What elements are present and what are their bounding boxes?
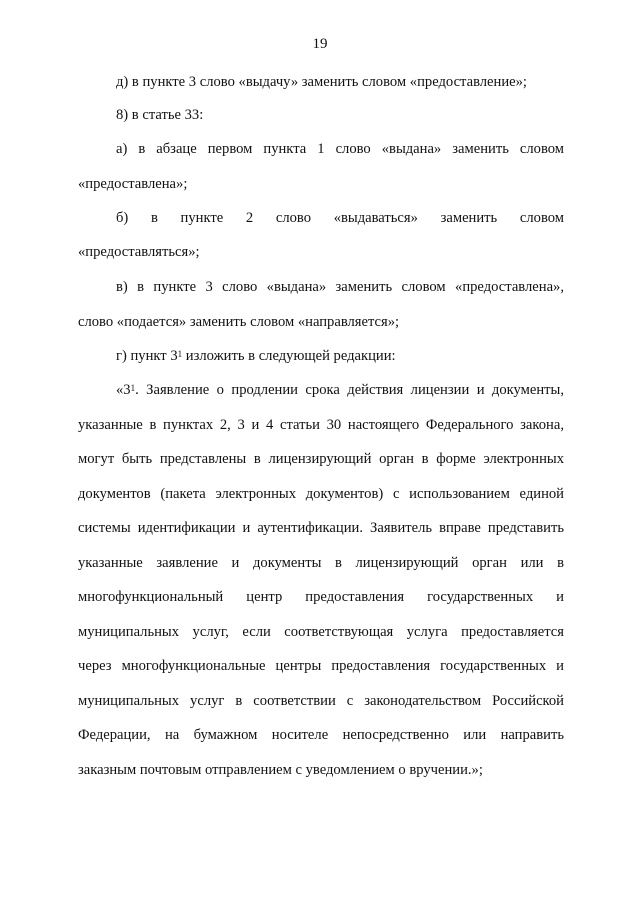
text-line: документов (пакета электронных документов) с использованием единой	[78, 486, 564, 502]
text-fragment: изложить в следующей редакции:	[182, 348, 396, 364]
text-line: могут быть представлены в лицензирующий орган в форме электронных	[78, 451, 564, 467]
text-line: муниципальных услуг, если соответствующая услуга предоставляется	[78, 624, 564, 640]
text-line: муниципальных услуг в соответствии с законодательством Российской	[78, 693, 564, 709]
superscript: 1	[130, 383, 136, 393]
text-line: многофункциональный центр предоставления государственных и	[78, 589, 564, 605]
text-line: системы идентификации и аутентификации. Заявитель вправе представить	[78, 520, 564, 536]
text-line: указанные в пунктах 2, 3 и 4 статьи 30 настоящего Федерального закона,	[78, 417, 564, 433]
text-line: в) в пункте 3 слово «выдана» заменить словом «предоставлена»,	[116, 279, 564, 295]
text-line: «предоставлена»;	[78, 176, 188, 192]
text-line	[116, 346, 564, 366]
text-line: заказным почтовым отправлением с уведомлением о вручении.»;	[78, 762, 483, 778]
text-line: указанные заявление и документы в лицензирующий орган или в	[78, 555, 564, 571]
text-line: через многофункциональные центры предоставления государственных и	[78, 658, 564, 674]
page-number: 19	[312, 36, 328, 52]
superscript: 1	[177, 349, 183, 359]
text-line: д) в пункте 3 слово «выдачу» заменить словом «предоставление»;	[116, 74, 527, 90]
text-line: 8) в статье 33:	[116, 107, 204, 123]
text-line: а) в абзаце первом пункта 1 слово «выдана» заменить словом	[116, 141, 564, 157]
text-line: «предоставляться»;	[78, 244, 200, 260]
text-line: слово «подается» заменить словом «направляется»;	[78, 314, 400, 330]
text-fragment: г) пункт 3	[116, 348, 178, 364]
text-line	[116, 380, 564, 400]
text-fragment: . Заявление о продлении срока действия лицензии и документы,	[135, 382, 564, 398]
text-line: Федерации, на бумажном носителе непосредственно или направить	[78, 727, 564, 743]
text-fragment: «3	[116, 382, 131, 398]
text-line: б) в пункте 2 слово «выдаваться» заменить словом	[116, 210, 564, 226]
